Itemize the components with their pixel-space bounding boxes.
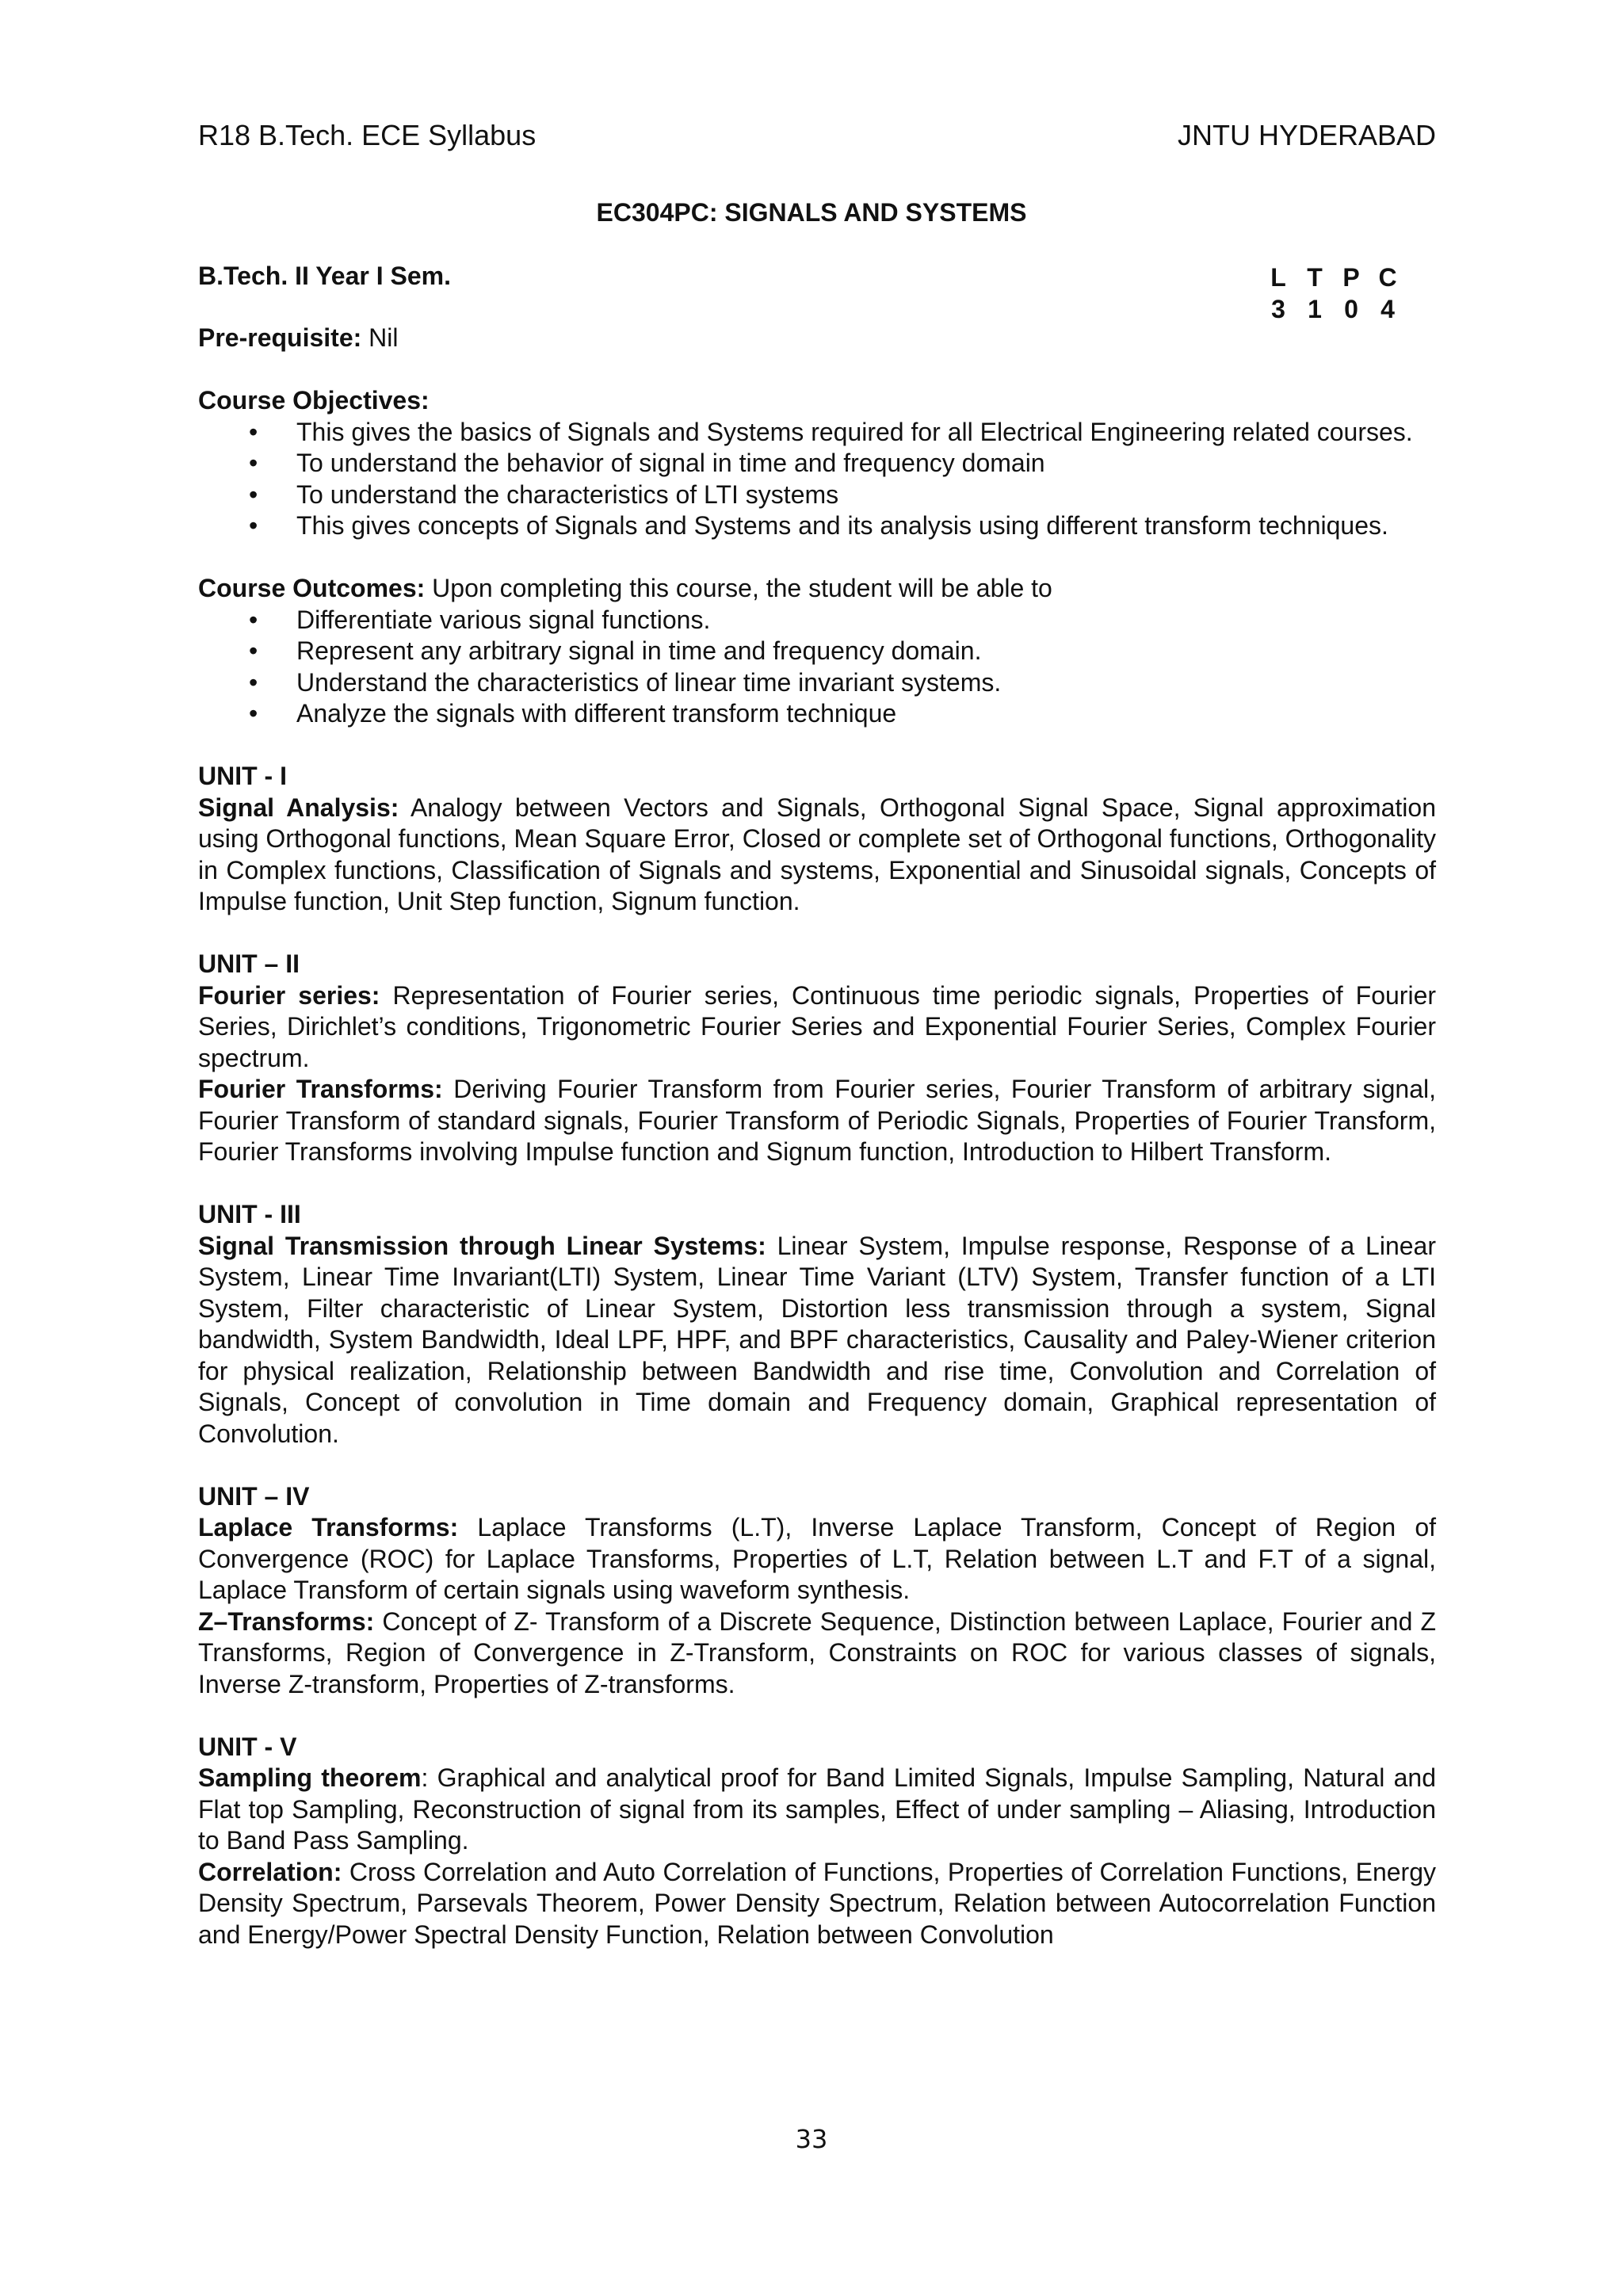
unit-2-paragraph	[198, 1074, 1436, 1168]
page-header	[198, 119, 1436, 152]
topic-text: Concept of Z- Transform of a Discrete Sequence, Distinction between Laplace, Fourier and Z Transforms, Region of Convergence in Z-Transform, Constraints on ROC for various classes of signals, Inverse Z-transform, Properties of Z-transforms.	[198, 1606, 1436, 1698]
ltpc-label-l: L	[1270, 263, 1286, 292]
ltpc-value-t: 1	[1308, 295, 1322, 323]
list-item: • This gives the basics of Signals and Systems required for all Electrical Engineering related courses.	[296, 417, 1436, 449]
topic-text: Cross Correlation and Auto Correlation of Functions, Properties of Correlation Functions, Energy Density Spectrum, Parsevals Theorem, Power Density Spectrum, Relation between Autocorrelation Function and Energy/Power Spectral Density Function, Relation between Convolution	[198, 1857, 1437, 1949]
ltpc-value-l: 3	[1271, 295, 1285, 323]
topic-label: Z–Transforms:	[198, 1606, 375, 1636]
outcomes-heading: Course Outcomes:	[198, 574, 426, 602]
topic-text: Laplace Transforms (L.T), Inverse Laplace Transform, Concept of Region of Convergence (ROC) for Laplace Transforms, Properties of L.T, Relation between L.T and F.T of a signal, Laplace Transform of certain signals using waveform synthesis.	[198, 1513, 1437, 1604]
ltpc-label-p: P	[1342, 263, 1360, 292]
topic-label: Signal Transmission through Linear Systems:	[198, 1231, 766, 1260]
list-item: • This gives concepts of Signals and Systems and its analysis using different transform techniques.	[296, 510, 1436, 542]
unit-1-paragraph	[198, 793, 1436, 918]
unit-4-paragraph	[198, 1512, 1436, 1606]
list-item: • Analyze the signals with different transform technique	[296, 698, 1436, 730]
syllabus-body	[198, 385, 1436, 1950]
unit-2-paragraph	[198, 980, 1436, 1075]
unit-4-paragraph	[198, 1606, 1436, 1701]
ltpc-value-p: 0	[1344, 295, 1358, 323]
topic-text: : Graphical and analytical proof for Band Limited Signals, Impulse Sampling, Natural and Flat top Sampling, Reconstruction of signal from its samples, Effect of under sampling – Aliasing, Introduction to Band Pass Sampling.	[198, 1763, 1437, 1855]
topic-text: Deriving Fourier Transform from Fourier series, Fourier Transform of arbitrary signal, Fourier Transform of standard signals, Fourier Transform of Periodic Signals, Properties of Fourier Transform, Fourier Transforms involving Impulse function and Signum function, Introduction to Hilbert Transform.	[198, 1075, 1437, 1166]
list-item: • To understand the characteristics of LTI systems	[296, 479, 1436, 511]
topic-label: Sampling theorem	[198, 1763, 422, 1792]
unit-5-paragraph	[198, 1857, 1436, 1951]
outcomes-intro-line	[198, 573, 1436, 605]
unit-2-title: UNIT – II	[198, 949, 300, 978]
list-item: • Understand the characteristics of linear time invariant systems.	[296, 667, 1436, 699]
outcomes-intro: Upon completing this course, the student will be able to	[432, 574, 1052, 602]
ltpc-label-t: T	[1307, 263, 1323, 292]
course-title: EC304PC: SIGNALS AND SYSTEMS	[596, 198, 1027, 227]
topic-label: Correlation:	[198, 1857, 342, 1886]
objectives-list	[198, 417, 1436, 542]
list-item: • Represent any arbitrary signal in time and frequency domain.	[296, 636, 1436, 667]
ltpc-label-c: C	[1378, 263, 1397, 292]
outcomes-list	[198, 605, 1436, 730]
list-item: • To understand the behavior of signal in time and frequency domain	[296, 448, 1436, 479]
unit-3-paragraph	[198, 1231, 1436, 1450]
unit-3-title: UNIT - III	[198, 1200, 301, 1228]
page-number: 33	[795, 2124, 828, 2154]
unit-4-title: UNIT – IV	[198, 1481, 310, 1511]
header-left: R18 B.Tech. ECE Syllabus	[198, 119, 537, 151]
topic-label: Signal Analysis:	[198, 793, 399, 822]
unit-5-title: UNIT - V	[198, 1732, 297, 1761]
topic-text: Analogy between Vectors and Signals, Orthogonal Signal Space, Signal approximation using Orthogonal functions, Mean Square Error, Closed or complete set of Orthogonal functions, Orthogonality in Complex functions, Classification of Signals and systems, Exponential and Sinusoidal signals, Concepts of Impulse function, Unit Step function, Signum function.	[198, 793, 1437, 915]
unit-1-title: UNIT - I	[198, 762, 287, 790]
prerequisite	[198, 323, 399, 353]
unit-5-paragraph	[198, 1763, 1436, 1857]
topic-label: Fourier series:	[198, 980, 380, 1010]
topic-text: Representation of Fourier series, Continuous time periodic signals, Properties of Fourier Series, Dirichlet’s conditions, Trigonometric Fourier Series and Exponential Fourier Series, Complex Fourier spectrum.	[198, 980, 1437, 1072]
ltpc-table	[1260, 262, 1406, 325]
header-right: JNTU HYDERABAD	[1177, 119, 1436, 151]
topic-label: Fourier Transforms:	[198, 1075, 443, 1103]
prerequisite-label: Pre-requisite:	[198, 323, 362, 352]
list-item: • Differentiate various signal functions.	[296, 605, 1436, 636]
topic-label: Laplace Transforms:	[198, 1513, 459, 1541]
year-semester: B.Tech. II Year I Sem.	[198, 262, 451, 290]
ltpc-value-c: 4	[1381, 295, 1395, 323]
prerequisite-value: Nil	[369, 323, 399, 352]
objectives-heading: Course Objectives:	[198, 386, 430, 415]
topic-text: Linear System, Impulse response, Response of a Linear System, Linear Time Invariant(LTI) System, Linear Time Variant (LTV) System, Transfer function of a LTI System, Filter characteristic of Linear System, Distortion less transmission through a system, Signal bandwidth, System Bandwidth, Ideal LPF, HPF, and BPF characteristics, Causality and Paley-Wiener criterion for physical realization, Relationship between Bandwidth and rise time, Convolution and Correlation of Signals, Concept of convolution in Time domain and Frequency domain, Graphical representation of Convolution.	[198, 1231, 1437, 1448]
